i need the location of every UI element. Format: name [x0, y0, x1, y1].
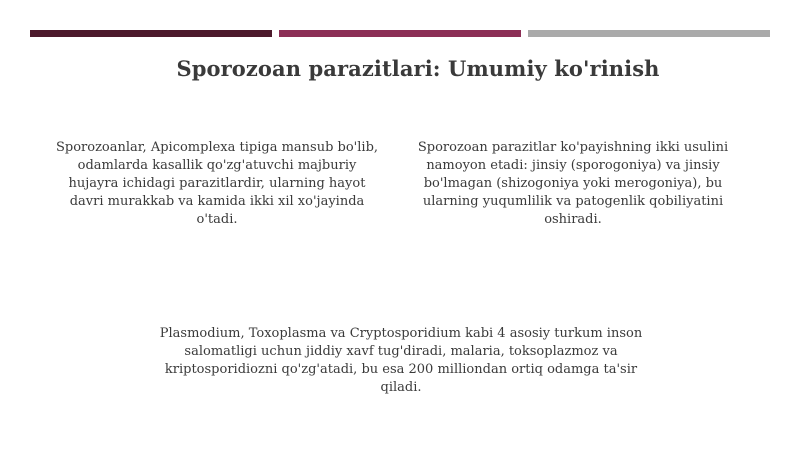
- paragraph-bottom: Plasmodium, Toxoplasma va Cryptosporidium kabi 4 asosiy turkum inson salomatligi uchun jiddiy xavf tug'diradi, malaria, toksoplazmoz va kriptosporidiozni qo'zg'atadi, bu esa 200 milliondan ortiq odamga ta'sir qiladi.: [159, 326, 643, 395]
- paragraph-left: Sporozoanlar, Apicomplexa tipiga mansub bo'lib, odamlarda kasallik qo'zg'atuvchi majburiy hujayra ichidagi parazitlardir, ularning hayot davri murakkab va kamida ikki xil xo'jayinda o'tadi.: [55, 140, 379, 227]
- slide-title: Sporozoan parazitlari: Umumiy ko'rinish: [176, 56, 660, 81]
- paragraph-right: Sporozoan parazitlar ko'payishning ikki usulini namoyon etadi: jinsiy (sporogoniya) va jinsiy bo'lmagan (shizogoniya yoki merogoniya), bu ularning yuqumlilik va patogenlik qobiliyatini oshiradi.: [417, 140, 729, 227]
- accent-bar-middle: [279, 30, 521, 37]
- accent-bar-right: [528, 30, 770, 37]
- accent-bar-left: [30, 30, 272, 37]
